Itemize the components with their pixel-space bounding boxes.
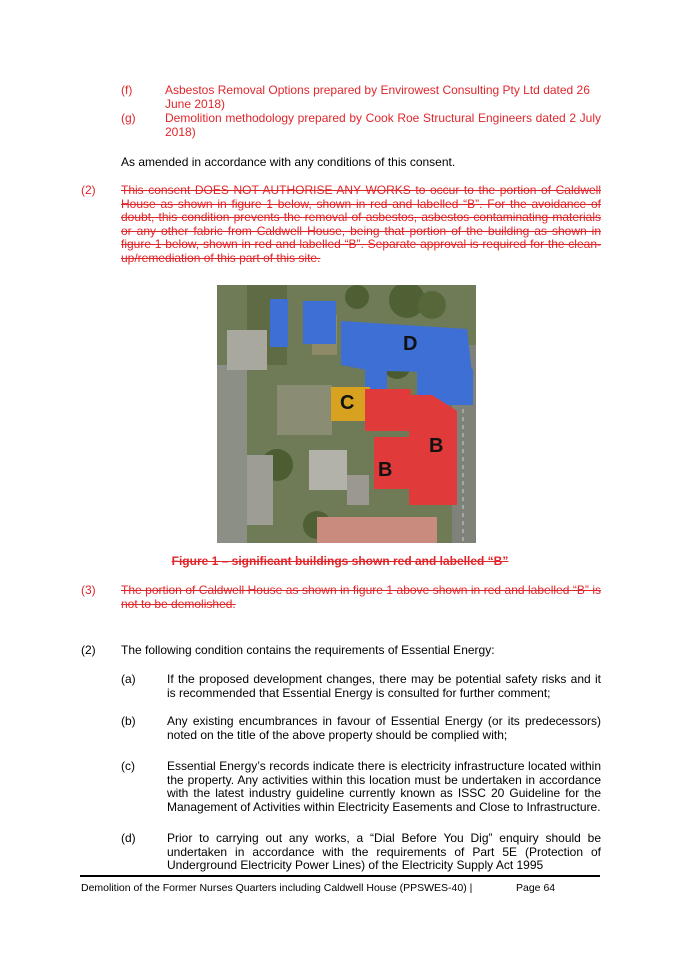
condition-label: (3) <box>81 583 96 597</box>
condition-text: This consent DOES NOT AUTHORISE ANY WORKS to occur to the portion of Caldwell House as shown in figure 1 below, shown in red and labelled “B”. For the avoidance of doubt, this condition prevents the removal of asbestos, asbestos contaminating materials or any other fabric from Caldwell House, being that portion of the building as shown in figure 1 below, shown in red and labelled “B”. Separate approval is required for the clean-up/remediation of this part of this site. <box>121 183 601 265</box>
footer-rule <box>80 875 600 877</box>
struck-condition-3 <box>81 584 601 611</box>
sub-item-label: (a) <box>121 672 136 686</box>
sub-item-text: Any existing encumbrances in favour of Essential Energy (or its predecessors) noted on the title of the above property should be complied with; <box>167 714 601 742</box>
sub-item-d <box>121 832 601 873</box>
list-label: (g) <box>121 111 136 125</box>
sub-item-text: Essential Energy’s records indicate there is electricity infrastructure located within the property. Any activities within this location must be undertaken in accordance with the latest industry guideline currently known as ISSC 20 Guideline for the Management of Activities within Electricity Easements and Close to Infrastructure. <box>167 759 601 814</box>
figure-label-d: D <box>403 333 418 355</box>
sub-item-text: Prior to carrying out any works, a “Dial Before You Dig” enquiry should be undertaken in accordance with the requirements of Part 5E (Protection of Underground Electricity Power Lines) of the Electricity Supply Act 1995 <box>167 831 601 873</box>
list-text: Demolition methodology prepared by Cook Roe Structural Engineers dated 2 July 2018) <box>165 111 601 139</box>
sub-item-label: (d) <box>121 831 136 845</box>
figure-label-b-left: B <box>378 459 393 481</box>
figure-label-b-right: B <box>429 435 444 457</box>
list-item-f <box>121 84 601 111</box>
sub-item-text: If the proposed development changes, there may be potential safety risks and it is recommended that Essential Energy is consulted for further comment; <box>167 672 601 700</box>
aerial-site-figure <box>217 285 476 543</box>
sub-item-c <box>121 760 601 814</box>
amended-text: As amended in accordance with any conditions of this consent. <box>121 155 456 169</box>
condition-label: (2) <box>81 183 96 197</box>
condition-text: The portion of Caldwell House as shown in figure 1 above shown in red and labelled “B” is not to be demolished. <box>121 583 601 611</box>
condition-2 <box>81 643 601 657</box>
figure-caption: Figure 1 – significant buildings shown red and labelled “B” <box>171 554 509 568</box>
figure-label-c: C <box>340 392 355 414</box>
sub-item-label: (c) <box>121 759 135 773</box>
struck-condition-2 <box>81 184 601 266</box>
list-label: (f) <box>121 83 133 97</box>
sub-item-a <box>121 673 601 700</box>
condition-label: (2) <box>81 643 96 657</box>
condition-text: The following condition contains the requirements of Essential Energy: <box>121 643 495 657</box>
list-item-g <box>121 112 601 139</box>
footer-title: Demolition of the Former Nurses Quarters including Caldwell House (PPSWES-40) | <box>81 882 473 894</box>
footer-page-number: Page 64 <box>516 882 556 894</box>
sub-item-b <box>121 715 601 742</box>
sub-item-label: (b) <box>121 714 136 728</box>
list-text: Asbestos Removal Options prepared by Envirowest Consulting Pty Ltd dated 26 June 2018) <box>165 83 590 111</box>
